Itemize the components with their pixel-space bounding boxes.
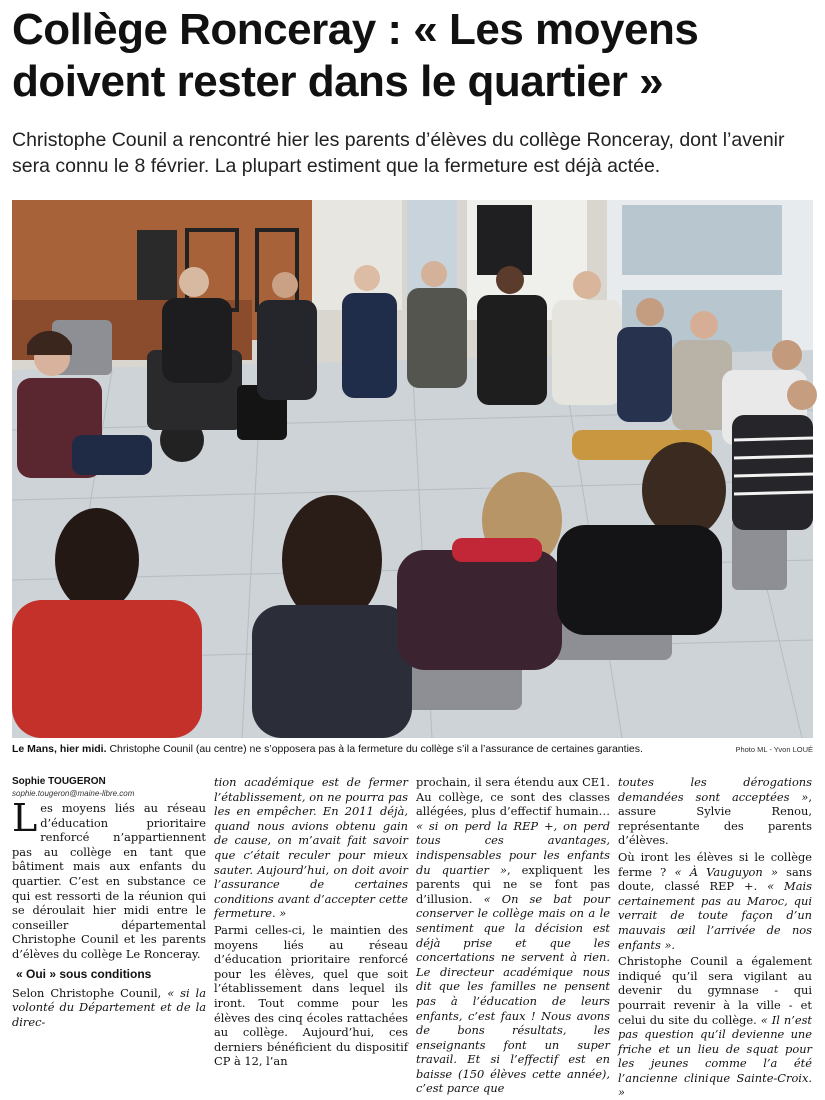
author-name: Sophie TOUGERON xyxy=(12,776,106,787)
standfirst: Christophe Counil a rencontré hier les parents d’élèves du collège Ronceray, dont l’avenir sera connu le 8 février. La plupart estiment que la fermeture est déjà actée. xyxy=(12,129,785,177)
caption-text: Christophe Counil (au centre) ne s’opposera pas à la fermeture du collège s’il a l’assurance de certaines garanties. xyxy=(106,743,643,755)
column-3 xyxy=(416,775,610,1096)
dropcap: L xyxy=(12,796,38,840)
paragraph: Où iront les élèves si le collège ferme ? « À Vauguyon » sans doute, classé REP +. « Mais certainement pas au Maroc, qui verrait de toute façon d’un mauvais œil l’arrivée de nos enfants ». xyxy=(618,849,812,952)
paragraph: tion académique est de fermer l’établissement, on ne pourra pas les en empêcher. En 2011 déjà, quand nous avions obtenu gain de cause, on m’avait fait savoir que c’était reculer pour mieux sauter. Aujourd’hui, on doit avoir l’assurance de certaines conditions avant d’accepter cette fermeture. » xyxy=(214,775,408,921)
lead-paragraph: Les moyens liés au réseau d’éducation prioritaire renforcé n’appartiennent pas au collège en tant que bâtiment mais aux enfants du quartier. C’est en substance ce qui est ressorti de la réunion qui se déroulait hier midi entre le conseiller départemental Christophe Counil et les parents d’élèves du collège Le Ronceray. xyxy=(12,796,206,961)
paragraph: Selon Christophe Counil, « si la volonté du Département et de la direc- xyxy=(12,985,206,1029)
paragraph: prochain, il sera étendu aux CE1. Au collège, ce sont des classes allégées, plus d’effectif humain… « si on perd la REP +, on perd tous ces avantages, indispensables pour les enfants du quartier », expliquent les parents qui ne se font pas d’illusion. « On se bat pour conserver le collège mais on a le sentiment que la décision est déjà prise et que les concertations ne servent à rien. Le directeur académique nous dit que les familles ne pensent pas à l’éducation de leurs enfants, c’est faux ! Nous avons de bons résultats, les enseignants font un super travail. Et si l’effectif est en baisse (150 élèves cette année), c’est parce que xyxy=(416,775,610,1096)
author-email[interactable]: sophie.tougeron@maine-libre.com xyxy=(12,789,135,798)
photo-caption xyxy=(12,742,813,760)
subheading: « Oui » sous conditions xyxy=(16,966,152,981)
paragraph: Christophe Counil a également indiqué qu’il sera vigilant au devenir du gymnase - qui pourrait revenir à la ville - et celui du site du collège. « Il n’est pas question qu’il devienne une friche et un lieu de squat pour les jeunes comme l’a été l’ancienne clinique Sainte-Croix. » xyxy=(618,954,812,1100)
photo-credit: Photo ML - Yvon LOUÉ xyxy=(735,745,813,754)
column-1 xyxy=(12,775,206,1029)
caption-lead: Le Mans, hier midi. xyxy=(12,743,107,755)
paragraph: Parmi celles-ci, le maintien des moyens liés au réseau d’éducation prioritaire renforcé pour les élèves, quel que soit l’établissement dans lequel ils iront. Tout comme pour les élèves des cinq écoles rattachées au collège. Aujourd’hui, ces derniers bénéficient du dispositif CP à 12, l’an xyxy=(214,922,408,1069)
article-body xyxy=(12,775,813,1100)
headline: Collège Ronceray : « Les moyens doivent rester dans le quartier » xyxy=(12,5,699,106)
column-2 xyxy=(214,775,408,1069)
column-4 xyxy=(618,775,812,1100)
paragraph: toutes les dérogations demandées sont acceptées », assure Sylvie Renou, représentante des parents d’élèves. xyxy=(618,775,812,848)
news-photo xyxy=(12,200,813,738)
